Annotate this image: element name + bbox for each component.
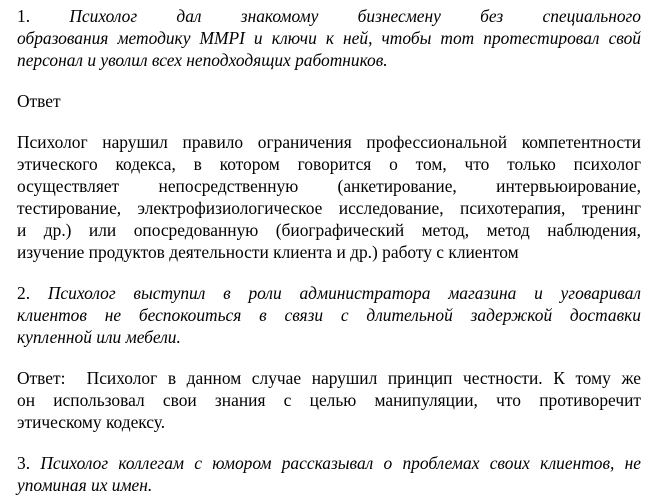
answer-2-line-3: этическому кодексу.	[17, 412, 166, 432]
question-2-line-1	[17, 282, 641, 304]
question-3-line-1	[17, 452, 641, 474]
question-3-number: 3.	[17, 453, 31, 473]
question-2-text: Психолог выступил в роли администратора магазина и уговаривал	[47, 283, 641, 303]
answer-2-text: Психолог в данном случае нарушил принцип честности. К тому же	[86, 368, 641, 388]
question-2-number: 2.	[17, 283, 31, 303]
answer-1-line-4: тестирование, электрофизиологическое исследование, психотерапия, тренинг	[17, 198, 641, 218]
document-page	[17, 5, 641, 496]
answer-1-line-5: и др.) или опосредованную (биографический метод, метод наблюдения,	[17, 220, 641, 240]
question-1-text: Психолог дал знакомому бизнесмену без специального	[69, 6, 641, 26]
answer-2-label: Ответ:	[17, 368, 66, 388]
question-2-line-2: клиентов не беспокоиться в связи с длительной задержкой доставки	[17, 305, 641, 325]
answer-1-line-3: осуществляет непосредственную (анкетирование, интервьюирование,	[17, 176, 641, 196]
question-3-line-2: упоминая их имен.	[17, 475, 153, 495]
question-1-line-1	[17, 5, 641, 27]
question-1-number: 1.	[17, 6, 31, 26]
question-3-text: Психолог коллегам с юмором рассказывал о проблемах своих клиентов, не	[40, 453, 641, 473]
answer-2-line-1	[17, 367, 641, 389]
question-1-line-3: персонал и уволил всех неподходящих работников.	[17, 50, 388, 70]
answer-1-label: Ответ	[17, 91, 61, 111]
answer-1-line-2: этического кодекса, в котором говорится о том, что только психолог	[17, 154, 641, 174]
question-1-line-2: образования методику MMPI и ключи к ней, чтобы тот протестировал свой	[17, 28, 641, 48]
answer-1-line-6: изучение продуктов деятельности клиента и др.) работу с клиентом	[17, 242, 519, 262]
question-2-line-3: купленной или мебели.	[17, 327, 181, 347]
answer-1-line-1: Психолог нарушил правило ограничения профессиональной компетентности	[17, 132, 641, 152]
answer-2-line-2: он использовал свои знания с целью манипуляции, что противоречит	[17, 390, 641, 410]
